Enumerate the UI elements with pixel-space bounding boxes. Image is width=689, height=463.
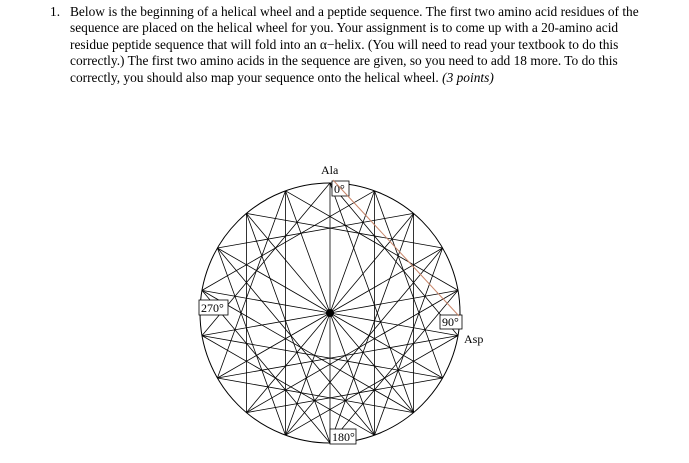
wheel-grid xyxy=(200,183,460,443)
wheel-chord xyxy=(217,213,413,248)
wheel-center-hub xyxy=(326,309,334,317)
question-points: (3 points) xyxy=(442,69,494,85)
residue-label-right: Asp xyxy=(464,332,484,346)
wheel-chord xyxy=(286,191,459,291)
question-text: Below is the beginning of a helical wheel and a peptide sequence. The first two amino acid residues of the sequence are placed on the helical wheel for you. Your assignment is to come up with a 20-amino acid residue peptide sequence that will fold into an α−helix. (You will need to read your textbook to do this correctly.) The first two amino acids in the sequence are given, so you need to add 18 more. To do this correctly, you should also map your sequence onto the helical wheel. xyxy=(70,4,639,85)
wheel-chord xyxy=(202,191,375,291)
angle-180-label: 180° xyxy=(332,430,355,444)
residue-label-top: Ala xyxy=(321,163,339,177)
residue-connector-line xyxy=(333,180,459,316)
angle-0-label: 0° xyxy=(334,182,345,196)
angle-90-label: 90° xyxy=(442,315,459,329)
wheel-chord xyxy=(246,213,442,248)
angle-270-label: 270° xyxy=(201,301,224,315)
question-number: 1. xyxy=(50,4,61,19)
